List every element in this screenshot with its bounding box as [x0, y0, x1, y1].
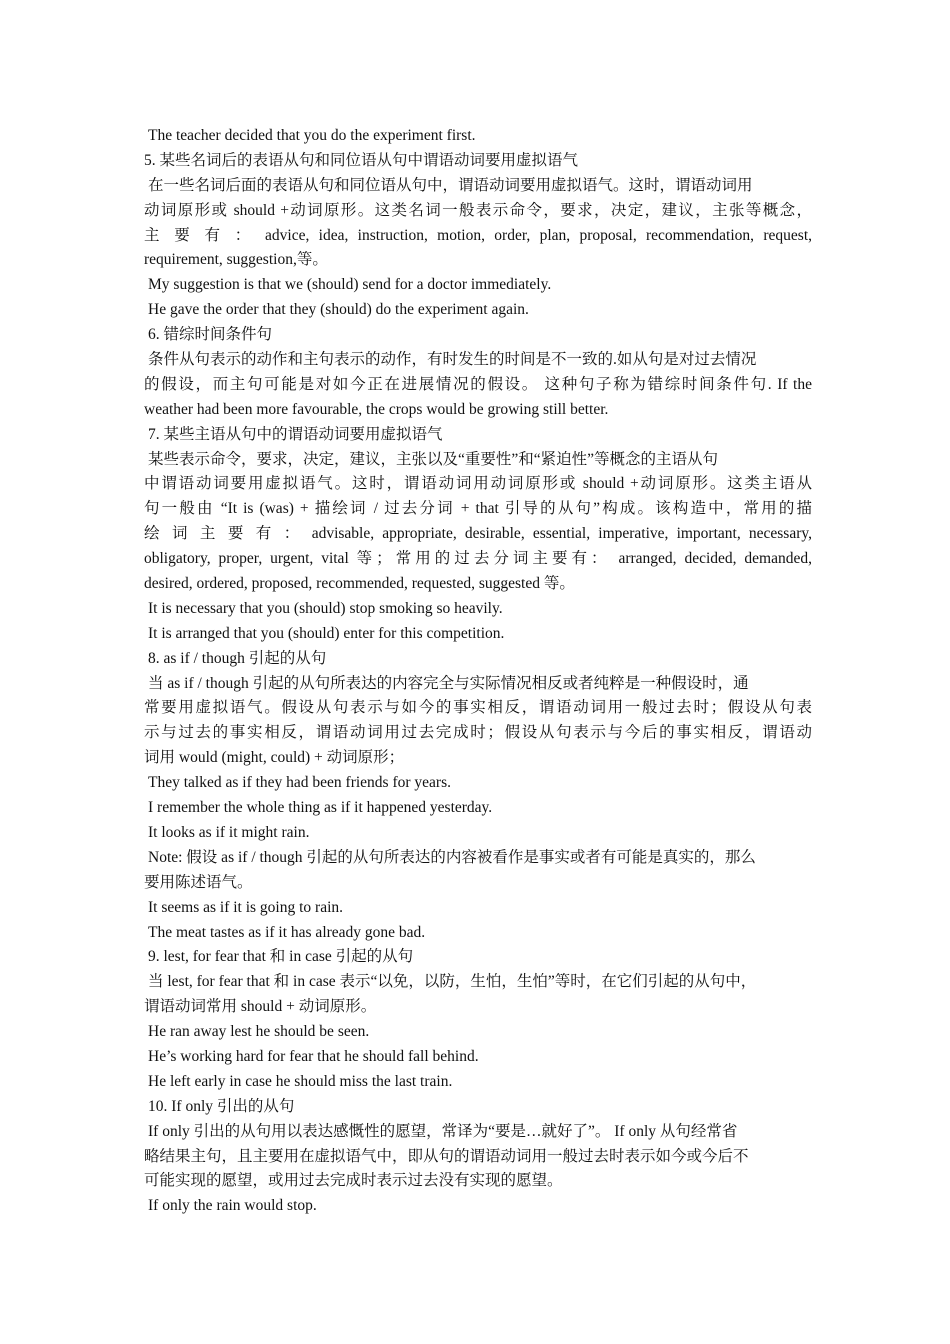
text-line: 示与过去的事实相反，谓语动词用过去完成时；假设从句表示与今后的事实相反，谓语动	[144, 724, 812, 742]
text-line: 7. 某些主语从句中的谓语动词要用虚拟语气	[148, 425, 443, 443]
text-line: 当 lest, for fear that 和 in case 表示“以免，以防，生怕，生怕”等时，在它们引起的从句中，	[148, 973, 757, 991]
text-line: 9. lest, for fear that 和 in case 引起的从句	[148, 948, 414, 966]
text-line: desired, ordered, proposed, recommended, requested, suggested 等。	[144, 575, 575, 593]
text-line: 在一些名词后面的表语从句和同位语从句中，谓语动词要用虚拟语气。这时，谓语动词用	[148, 176, 753, 194]
text-line: 8. as if / though 引起的从句	[148, 649, 327, 667]
text-line: If only 引出的从句用以表达感慨性的愿望，常译为“要是…就好了”。 If only 从句经常省	[148, 1122, 738, 1140]
text-line: If only the rain would stop.	[148, 1197, 317, 1215]
text-line: It is arranged that you (should) enter for this competition.	[148, 624, 505, 642]
text-line: obligatory, proper, urgent, vital 等；常用的过去分词主要有： arranged, decided, demanded,	[144, 550, 812, 568]
text-line: He left early in case he should miss the last train.	[148, 1072, 453, 1090]
text-line: The teacher decided that you do the experiment first.	[148, 127, 476, 144]
text-line: I remember the whole thing as if it happened yesterday.	[148, 799, 493, 817]
text-line: 要用陈述语气。	[144, 873, 253, 891]
text-line: 可能实现的愿望，或用过去完成时表示过去没有实现的愿望。	[144, 1172, 563, 1190]
text-line: Note: 假设 as if / though 引起的从句所表达的内容被看作是事实或者有可能是真实的，那么	[148, 848, 756, 866]
text-line: 常要用虚拟语气。假设从句表示与如今的事实相反，谓语动词用一般过去时；假设从句表	[144, 699, 812, 717]
document-page	[144, 124, 812, 1219]
text-line: 6. 错综时间条件句	[148, 326, 273, 344]
text-line: 5. 某些名词后的表语从句和同位语从句中谓语动词要用虚拟语气	[144, 151, 579, 169]
text-line: 谓语动词常用 should + 动词原形。	[144, 998, 377, 1016]
text-line: 中谓语动词要用虚拟语气。这时，谓语动词用动词原形或 should +动词原形。这类主语从	[144, 475, 812, 493]
text-line: 条件从句表示的动作和主句表示的动作，有时发生的时间是不一致的.如从句是对过去情况	[148, 351, 757, 369]
text-line: 句一般由 “It is (was) + 描绘词 / 过去分词 + that 引导的从句”构成。该构造中，常用的描	[144, 500, 812, 518]
text-line: 某些表示命令，要求，决定，建议，主张以及“重要性”和“紧迫性”等概念的主语从句	[148, 450, 719, 468]
text-line: 的假设，而主句可能是对如今正在进展情况的假设。 这种句子称为错综时间条件句. If the	[144, 375, 812, 393]
text-line: The meat tastes as if it has already gone bad.	[148, 923, 426, 941]
text-line: He ran away lest he should be seen.	[148, 1023, 370, 1041]
text-line: He’s working hard for fear that he should fall behind.	[148, 1047, 479, 1065]
text-line: They talked as if they had been friends for years.	[148, 774, 451, 792]
text-line: 动词原形或 should +动词原形。这类名词一般表示命令，要求，决定，建议，主张等概念，	[144, 201, 812, 219]
text-line: He gave the order that they (should) do the experiment again.	[148, 301, 529, 319]
text-line: 主 要 有 ： advice, idea, instruction, motion, order, plan, proposal, recommendation, request,	[144, 226, 812, 244]
text-line: My suggestion is that we (should) send for a doctor immediately.	[148, 276, 552, 294]
text-line: 绘 词 主 要 有 ： advisable, appropriate, desirable, essential, imperative, important, necessary,	[144, 525, 812, 543]
text-line: It seems as if it is going to rain.	[148, 898, 344, 916]
text-line: 略结果主句，且主要用在虚拟语气中，即从句的谓语动词用一般过去时表示如今或今后不	[144, 1147, 749, 1165]
text-line: 10. If only 引出的从句	[148, 1097, 295, 1115]
text-line: 词用 would (might, could) + 动词原形；	[144, 749, 405, 767]
text-line: requirement, suggestion,等。	[144, 251, 328, 269]
text-line: It is necessary that you (should) stop smoking so heavily.	[148, 599, 503, 617]
text-line: It looks as if it might rain.	[148, 823, 310, 841]
text-line: weather had been more favourable, the crops would be growing still better.	[144, 400, 609, 418]
text-line: 当 as if / though 引起的从句所表达的内容完全与实际情况相反或者纯粹是一种假设时，通	[148, 674, 749, 692]
